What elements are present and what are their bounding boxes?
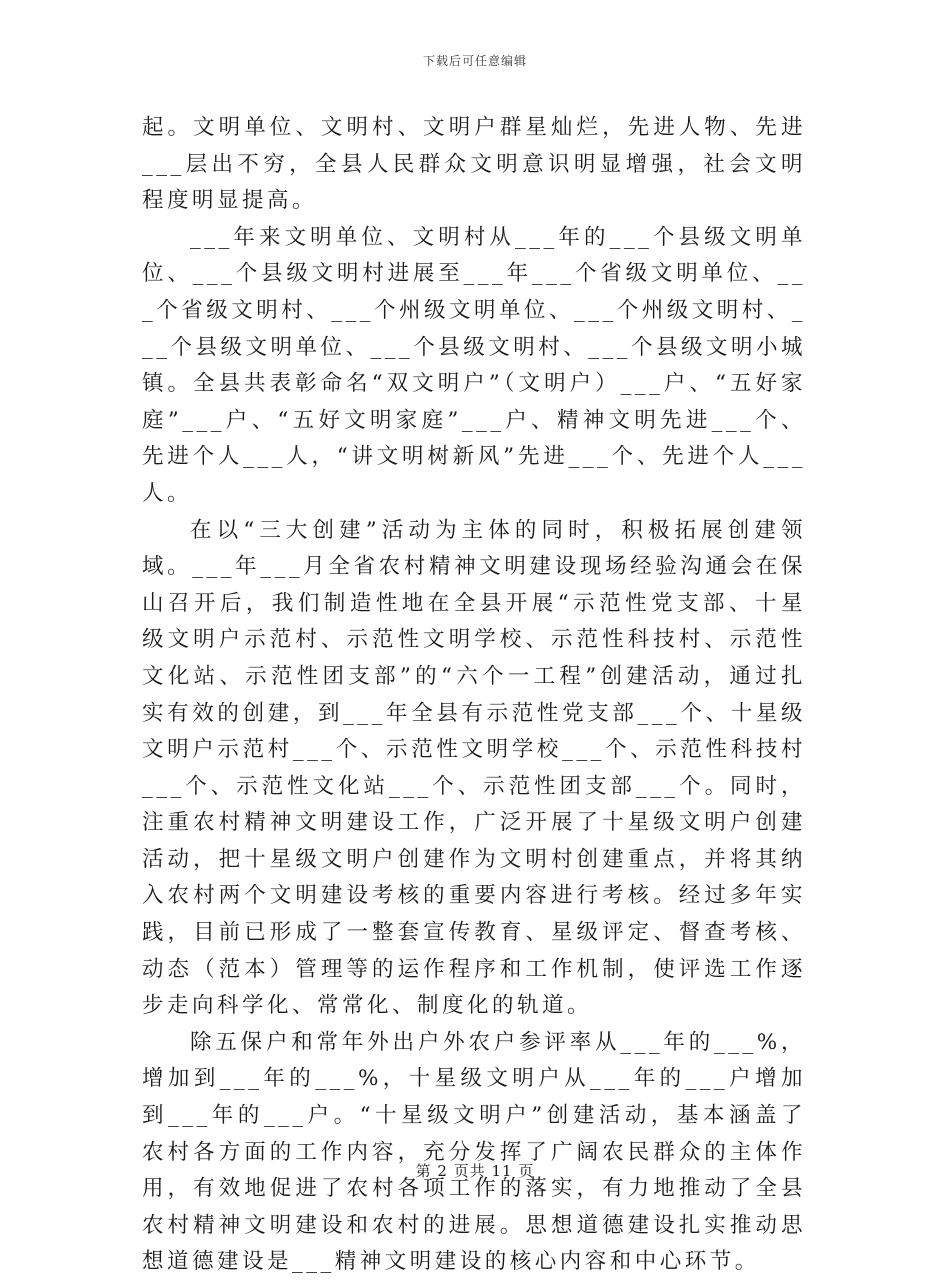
document-body (142, 110, 806, 1281)
paragraph-continuation: 起。文明单位、文明村、文明户群星灿烂，先进人物、先进___层出不穷，全县人民群众文明意识明显增强，社会文明程度明显提高。 (142, 115, 806, 214)
page-header: 下载后可任意编辑 (422, 54, 527, 68)
paragraph-civilized-units: ___年来文明单位、文明村从___年的___个县级文明单位、___个县级文明村进展至___年___个省级文明单位、___个省级文明村、___个州级文明单位、___个州级文明村、___个县级文明单位、___个县级文明村、___个县级文明小城镇。全县共表彰命名“双文明户”（文明户）___户、“五好家庭”___户、“五好文明家庭”___户、精神文明先进___个、先进个人___人，“讲文明树新风”先进___个、先进个人___人。 (142, 224, 807, 506)
page-number-footer: 第 2 页共 11 页 (415, 1162, 535, 1180)
paragraph-creation-fields: 在以“三大创建”活动为主体的同时，积极拓展创建领域。___年___月全省农村精神文明建设现场经验沟通会在保山召开后，我们制造性地在全县开展“示范性党支部、十星级文明户示范村、示范性文明学校、示范性科技村、示范性文化站、示范性团支部”的“六个一工程”创建活动，通过扎实有效的创建，到___年全县有示范性党支部___个、十星级文明户示范村___个、示范性文明学校___个、示范性科技村___个、示范性文化站___个、示范性团支部___个。同时，注重农村精神文明建设工作，广泛开展了十星级文明户创建活动，把十星级文明户创建作为文明村创建重点，并将其纳入农村两个文明建设考核的重要内容进行考核。经过多年实践，目前已形成了一整套宣传教育、星级评定、督查考核、动态（范本）管理等的运作程序和工作机制，使评选工作逐步走向科学化、常常化、制度化的轨道。 (142, 517, 806, 1019)
paragraph-participation-rate: 除五保户和常年外出户外农户参评率从___年的___%，增加到___年的___%，十星级文明户从___年的___户增加到___年的___户。“十星级文明户”创建活动，基本涵盖了农村各方面的工作内容，充分发挥了广阔农民群众的主体作用，有效地促进了农村各项工作的落实，有力地推动了全县农村精神文明建设和农村的进展。思想道德建设扎实推动思想道德建设是___精神文明建设的核心内容和中心环节。 (142, 1029, 806, 1275)
